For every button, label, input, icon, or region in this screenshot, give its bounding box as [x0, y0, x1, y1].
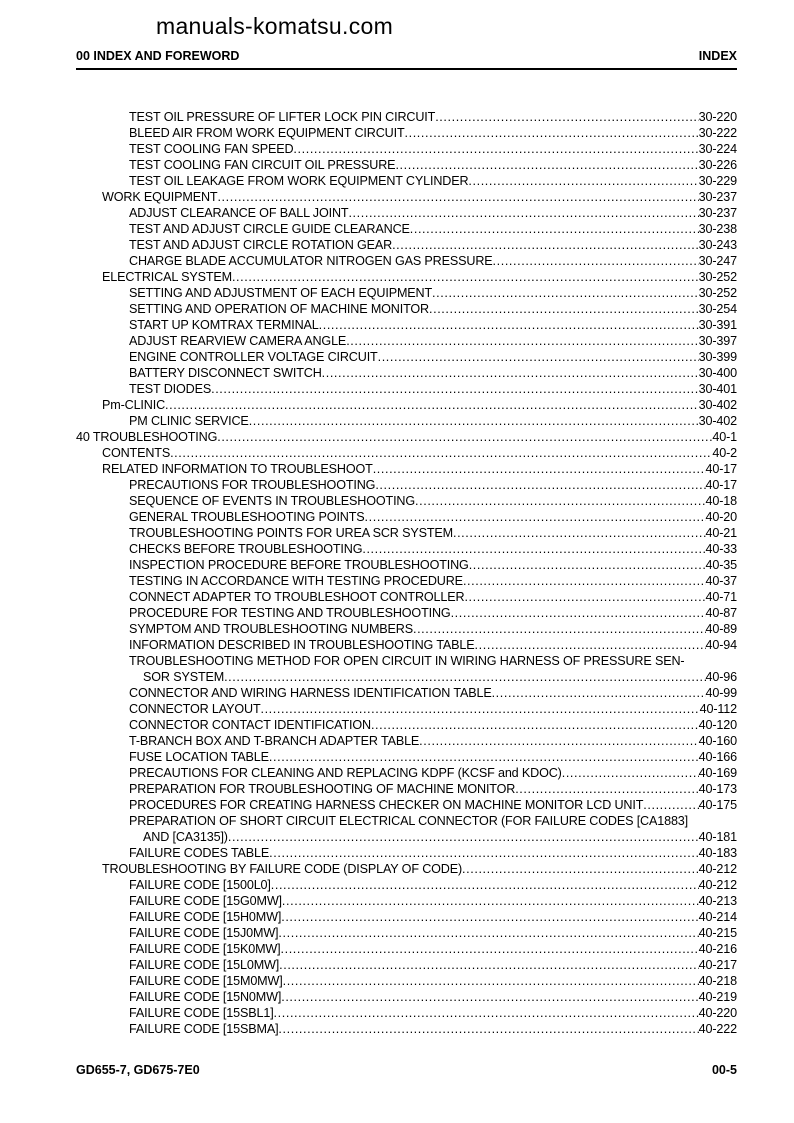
- entry-title: TEST AND ADJUST CIRCLE ROTATION GEAR: [129, 238, 393, 252]
- entry-page: 40-212: [698, 862, 737, 876]
- entry-page: 40-212: [698, 878, 737, 892]
- dot-leader: [432, 285, 699, 301]
- toc-entry[interactable]: [76, 1021, 737, 1037]
- dot-leader: [228, 829, 699, 845]
- dot-leader: [453, 525, 706, 541]
- dot-leader: [462, 861, 699, 877]
- entry-line: [129, 1021, 737, 1037]
- entry-line: [129, 637, 737, 653]
- entry-title: INSPECTION PROCEDURE BEFORE TROUBLESHOOTING: [129, 558, 469, 572]
- toc-entry[interactable]: [76, 173, 737, 189]
- entry-page: 30-237: [698, 206, 737, 220]
- toc-entry[interactable]: [76, 253, 737, 269]
- toc-entry[interactable]: [76, 861, 737, 877]
- dot-leader: [282, 893, 699, 909]
- dot-leader: [413, 621, 706, 637]
- entry-line: [129, 685, 737, 701]
- toc-entry[interactable]: [76, 301, 737, 317]
- entry-page: 30-247: [698, 254, 737, 268]
- entry-page: 40-33: [705, 542, 737, 556]
- toc-entry[interactable]: [76, 957, 737, 973]
- entry-title: FAILURE CODE [15K0MW]: [129, 942, 281, 956]
- entry-title: TEST AND ADJUST CIRCLE GUIDE CLEARANCE: [129, 222, 410, 236]
- toc-entry[interactable]: [76, 397, 737, 413]
- entry-line: [129, 349, 737, 365]
- entry-page: 40-166: [698, 750, 737, 764]
- entry-page: 30-252: [698, 286, 737, 300]
- dot-leader: [562, 765, 699, 781]
- entry-page: 40-175: [698, 798, 737, 812]
- entry-title: SETTING AND ADJUSTMENT OF EACH EQUIPMENT: [129, 286, 433, 300]
- entry-line: [129, 797, 737, 813]
- toc-entry[interactable]: [76, 557, 737, 573]
- toc-entry[interactable]: [76, 765, 737, 781]
- entry-page: 40-37: [705, 574, 737, 588]
- entry-title: ADJUST REARVIEW CAMERA ANGLE: [129, 334, 347, 348]
- entry-page: 40-213: [698, 894, 737, 908]
- entry-page: 40-173: [698, 782, 737, 796]
- entry-page: 40-96: [705, 670, 737, 684]
- entry-page: 40-215: [698, 926, 737, 940]
- entry-title: FAILURE CODE [15SBMA]: [129, 1022, 279, 1036]
- entry-title: FAILURE CODE [1500L0]: [129, 878, 271, 892]
- dot-leader: [468, 173, 698, 189]
- entry-title: CHARGE BLADE ACCUMULATOR NITROGEN GAS PRESSURE: [129, 254, 493, 268]
- entry-line: [129, 925, 737, 941]
- entry-page: 40-222: [698, 1022, 737, 1036]
- entry-page: 30-402: [698, 398, 737, 412]
- dot-leader: [279, 957, 699, 973]
- entry-title: SETTING AND OPERATION OF MACHINE MONITOR: [129, 302, 430, 316]
- dot-leader: [348, 205, 698, 221]
- toc-entry[interactable]: [76, 541, 737, 557]
- entry-title: TROUBLESHOOTING BY FAILURE CODE (DISPLAY OF CODE): [102, 862, 463, 876]
- entry-line: [102, 397, 737, 413]
- entry-title: FAILURE CODE [15SBL1]: [129, 1006, 274, 1020]
- entry-line: [129, 205, 737, 221]
- entry-title: Pm-CLINIC: [102, 398, 166, 412]
- dot-leader: [293, 141, 698, 157]
- toc-entry[interactable]: [76, 493, 737, 509]
- entry-title: TEST OIL PRESSURE OF LIFTER LOCK PIN CIRCUIT: [129, 110, 436, 124]
- toc-entry[interactable]: [76, 925, 737, 941]
- entry-page: 30-226: [698, 158, 737, 172]
- entry-title: TEST OIL LEAKAGE FROM WORK EQUIPMENT CYLINDER: [129, 174, 469, 188]
- entry-line: [129, 125, 737, 141]
- dot-leader: [211, 381, 699, 397]
- toc-entry[interactable]: [76, 109, 737, 125]
- entry-title: ENGINE CONTROLLER VOLTAGE CIRCUIT: [129, 350, 378, 364]
- toc-entry[interactable]: [76, 637, 737, 653]
- entry-title: PRECAUTIONS FOR CLEANING AND REPLACING KDPF (KCSF and KDOC): [129, 766, 562, 780]
- dot-leader: [378, 349, 699, 365]
- entry-title: CONNECTOR LAYOUT: [129, 702, 261, 716]
- toc-entry[interactable]: [76, 157, 737, 173]
- dot-leader: [643, 797, 698, 813]
- entry-page: 30-220: [698, 110, 737, 124]
- entry-title: RELATED INFORMATION TO TROUBLESHOOT: [102, 462, 373, 476]
- entry-page: 30-252: [698, 270, 737, 284]
- dot-leader: [415, 493, 706, 509]
- toc-entry[interactable]: [76, 221, 737, 237]
- entry-line: [129, 989, 737, 1005]
- entry-title: INFORMATION DESCRIBED IN TROUBLESHOOTING TABLE: [129, 638, 475, 652]
- entry-title: FAILURE CODE [15L0MW]: [129, 958, 280, 972]
- entry-title: 40 TROUBLESHOOTING: [76, 430, 218, 444]
- entry-title: TROUBLESHOOTING POINTS FOR UREA SCR SYSTEM: [129, 526, 453, 540]
- dot-leader: [232, 269, 699, 285]
- entry-line: [129, 221, 737, 237]
- dot-leader: [373, 461, 706, 477]
- entry-title: ADJUST CLEARANCE OF BALL JOINT: [129, 206, 349, 220]
- entry-line: [129, 109, 737, 125]
- toc-entry[interactable]: [76, 413, 737, 429]
- dot-leader: [492, 685, 706, 701]
- dot-leader: [515, 781, 698, 797]
- entry-title: START UP KOMTRAX TERMINAL: [129, 318, 319, 332]
- page-header: [76, 48, 737, 70]
- entry-line: [129, 941, 737, 957]
- dot-leader: [371, 717, 699, 733]
- dot-leader: [395, 157, 698, 173]
- entry-line: [129, 253, 737, 269]
- dot-leader: [249, 413, 699, 429]
- dot-leader: [419, 733, 699, 749]
- dot-leader: [429, 301, 699, 317]
- entry-title: TEST COOLING FAN CIRCUIT OIL PRESSURE: [129, 158, 396, 172]
- toc-entry[interactable]: [76, 317, 737, 333]
- entry-title: PRECAUTIONS FOR TROUBLESHOOTING: [129, 478, 376, 492]
- dot-leader: [410, 221, 699, 237]
- entry-line: [129, 813, 737, 829]
- entry-title-continued: SOR SYSTEM: [143, 670, 225, 684]
- entry-title: CONNECTOR AND WIRING HARNESS IDENTIFICATION TABLE: [129, 686, 492, 700]
- toc-entry[interactable]: [76, 237, 737, 253]
- entry-line: [102, 861, 737, 877]
- dot-leader: [435, 109, 698, 125]
- entry-page: 40-20: [705, 510, 737, 524]
- toc-entry[interactable]: [76, 621, 737, 637]
- entry-page: 40-94: [705, 638, 737, 652]
- entry-line: [129, 557, 737, 573]
- toc-entry[interactable]: [76, 509, 737, 525]
- entry-line: [129, 877, 737, 893]
- dot-leader: [281, 941, 699, 957]
- entry-title: FAILURE CODE [15N0MW]: [129, 990, 282, 1004]
- dot-leader: [463, 573, 706, 589]
- toc-entry[interactable]: [76, 1005, 737, 1021]
- dot-leader: [365, 509, 706, 525]
- entry-title: FAILURE CODES TABLE: [129, 846, 270, 860]
- toc-entry[interactable]: [76, 333, 737, 349]
- entry-line: [129, 317, 737, 333]
- dot-leader: [281, 989, 698, 1005]
- dot-leader: [464, 589, 705, 605]
- entry-line: [129, 237, 737, 253]
- entry-page: 40-21: [705, 526, 737, 540]
- entry-page: 40-17: [705, 478, 737, 492]
- entry-title: FUSE LOCATION TABLE: [129, 750, 269, 764]
- entry-line: [76, 429, 737, 445]
- entry-title: TROUBLESHOOTING METHOD FOR OPEN CIRCUIT IN WIRING HARNESS OF PRESSURE SEN-: [129, 654, 685, 668]
- entry-page: 40-120: [698, 718, 737, 732]
- entry-line: [129, 509, 737, 525]
- entry-line: [129, 573, 737, 589]
- watermark: manuals-komatsu.com: [156, 13, 394, 39]
- entry-page: 40-216: [698, 942, 737, 956]
- dot-leader: [260, 701, 699, 717]
- toc-entry[interactable]: [76, 797, 737, 813]
- toc-entry[interactable]: [76, 445, 737, 461]
- entry-page: 30-254: [698, 302, 737, 316]
- entry-page: 30-391: [698, 318, 737, 332]
- entry-line: [102, 189, 737, 205]
- entry-title: FAILURE CODE [15G0MW]: [129, 894, 282, 908]
- toc-entry[interactable]: [76, 125, 737, 141]
- dot-leader: [451, 605, 706, 621]
- entry-line: [129, 765, 737, 781]
- toc-entry[interactable]: [76, 973, 737, 989]
- toc-entry[interactable]: [76, 589, 737, 605]
- toc-entry[interactable]: [76, 893, 737, 909]
- entry-line: [129, 973, 737, 989]
- entry-page: 40-218: [698, 974, 737, 988]
- section-title: 00 INDEX AND FOREWORD: [76, 49, 240, 63]
- model-number: GD655-7, GD675-7E0: [76, 1063, 200, 1077]
- dot-leader: [271, 877, 699, 893]
- toc-entry[interactable]: [76, 749, 737, 765]
- toc-entry[interactable]: [76, 189, 737, 205]
- entry-line: [129, 829, 737, 845]
- entry-title: PREPARATION OF SHORT CIRCUIT ELECTRICAL CONNECTOR (FOR FAILURE CODES [CA1883]: [129, 814, 689, 828]
- entry-title: SYMPTOM AND TROUBLESHOOTING NUMBERS: [129, 622, 413, 636]
- entry-line: [129, 381, 737, 397]
- entry-line: [129, 845, 737, 861]
- toc-entry[interactable]: [76, 525, 737, 541]
- entry-line: [129, 285, 737, 301]
- dot-leader: [217, 189, 698, 205]
- entry-line: [129, 893, 737, 909]
- toc-entry[interactable]: [76, 653, 737, 685]
- toc-entry[interactable]: [76, 941, 737, 957]
- dot-leader: [319, 317, 699, 333]
- entry-line: [129, 525, 737, 541]
- dot-leader: [269, 845, 699, 861]
- entry-page: 30-229: [698, 174, 737, 188]
- toc-entry[interactable]: [76, 877, 737, 893]
- entry-title: T-BRANCH BOX AND T-BRANCH ADAPTER TABLE: [129, 734, 420, 748]
- entry-page: 40-17: [705, 462, 737, 476]
- entry-line: [102, 461, 737, 477]
- entry-line: [129, 157, 737, 173]
- entry-line: [129, 749, 737, 765]
- entry-title: PM CLINIC SERVICE: [129, 414, 249, 428]
- entry-line: [129, 909, 737, 925]
- toc-entry[interactable]: [76, 813, 737, 845]
- toc-entry[interactable]: [76, 477, 737, 493]
- entry-title: WORK EQUIPMENT: [102, 190, 218, 204]
- toc-entry[interactable]: [76, 989, 737, 1005]
- entry-page: 40-217: [698, 958, 737, 972]
- entry-page: 40-183: [698, 846, 737, 860]
- dot-leader: [469, 557, 706, 573]
- toc-entry[interactable]: [76, 461, 737, 477]
- entry-page: 30-399: [698, 350, 737, 364]
- entry-line: [129, 621, 737, 637]
- dot-leader: [362, 541, 705, 557]
- entry-page: 30-238: [698, 222, 737, 236]
- entry-page: 30-402: [698, 414, 737, 428]
- toc-entry[interactable]: [76, 365, 737, 381]
- dot-leader: [375, 477, 705, 493]
- toc-entry[interactable]: [76, 909, 737, 925]
- entry-page: 40-99: [705, 686, 737, 700]
- entry-line: [129, 605, 737, 621]
- entry-page: 40-89: [705, 622, 737, 636]
- entry-title: CONNECTOR CONTACT IDENTIFICATION: [129, 718, 371, 732]
- entry-title: PREPARATION FOR TROUBLESHOOTING OF MACHINE MONITOR: [129, 782, 516, 796]
- entry-title: TEST DIODES: [129, 382, 212, 396]
- entry-page: 40-112: [699, 702, 737, 716]
- dot-leader: [283, 973, 699, 989]
- entry-title: FAILURE CODE [15H0MW]: [129, 910, 282, 924]
- entry-line: [129, 333, 737, 349]
- entry-line: [129, 541, 737, 557]
- dot-leader: [269, 749, 699, 765]
- dot-leader: [165, 397, 699, 413]
- entry-page: 30-243: [698, 238, 737, 252]
- entry-line: [129, 493, 737, 509]
- entry-line: [129, 477, 737, 493]
- entry-title: CHECKS BEFORE TROUBLESHOOTING: [129, 542, 363, 556]
- entry-page: 40-18: [705, 494, 737, 508]
- dot-leader: [278, 925, 698, 941]
- entry-page: 40-160: [698, 734, 737, 748]
- entry-title: TESTING IN ACCORDANCE WITH TESTING PROCEDURE: [129, 574, 463, 588]
- entry-page: 40-1: [712, 430, 737, 444]
- entry-page: 40-169: [698, 766, 737, 780]
- entry-line: [129, 413, 737, 429]
- toc-entry[interactable]: [76, 733, 737, 749]
- toc-entry[interactable]: [76, 605, 737, 621]
- entry-line: [129, 653, 737, 669]
- entry-page: 40-219: [698, 990, 737, 1004]
- toc-entry[interactable]: [76, 573, 737, 589]
- dot-leader: [322, 365, 699, 381]
- toc-entry[interactable]: [76, 685, 737, 701]
- entry-page: 30-397: [698, 334, 737, 348]
- entry-line: [129, 589, 737, 605]
- entry-line: [129, 669, 737, 685]
- dot-leader: [493, 253, 699, 269]
- toc-entry[interactable]: [76, 781, 737, 797]
- entry-page: 30-222: [698, 126, 737, 140]
- entry-page: 30-224: [698, 142, 737, 156]
- dot-leader: [405, 125, 699, 141]
- dot-leader: [217, 429, 712, 445]
- entry-title: FAILURE CODE [15M0MW]: [129, 974, 283, 988]
- entry-page: 30-400: [698, 366, 737, 380]
- toc-entry[interactable]: [76, 701, 737, 717]
- entry-line: [129, 365, 737, 381]
- dot-leader: [274, 1005, 699, 1021]
- toc-entry[interactable]: [76, 141, 737, 157]
- entry-line: [129, 781, 737, 797]
- entry-line: [129, 701, 737, 717]
- entry-title: BATTERY DISCONNECT SWITCH: [129, 366, 322, 380]
- entry-line: [129, 301, 737, 317]
- dot-leader: [346, 333, 698, 349]
- toc-entry[interactable]: [76, 717, 737, 733]
- entry-page: 40-87: [705, 606, 737, 620]
- entry-line: [102, 445, 737, 461]
- entry-page: 40-220: [698, 1006, 737, 1020]
- header-index-label: INDEX: [698, 49, 737, 63]
- dot-leader: [475, 637, 706, 653]
- dot-leader: [281, 909, 698, 925]
- toc-entry[interactable]: [76, 381, 737, 397]
- entry-title-continued: AND [CA3135]): [143, 830, 228, 844]
- dot-leader: [224, 669, 705, 685]
- entry-page: 40-35: [705, 558, 737, 572]
- entry-line: [129, 141, 737, 157]
- entry-title: PROCEDURES FOR CREATING HARNESS CHECKER ON MACHINE MONITOR LCD UNIT: [129, 798, 644, 812]
- dot-leader: [170, 445, 712, 461]
- table-of-contents: [76, 109, 737, 1037]
- toc-entry[interactable]: [76, 269, 737, 285]
- entry-page: 30-401: [698, 382, 737, 396]
- entry-line: [129, 957, 737, 973]
- entry-line: [102, 269, 737, 285]
- entry-title: BLEED AIR FROM WORK EQUIPMENT CIRCUIT: [129, 126, 405, 140]
- toc-entry[interactable]: [76, 285, 737, 301]
- entry-page: 30-237: [698, 190, 737, 204]
- entry-line: [129, 717, 737, 733]
- dot-leader: [278, 1021, 698, 1037]
- dot-leader: [392, 237, 699, 253]
- entry-title: SEQUENCE OF EVENTS IN TROUBLESHOOTING: [129, 494, 416, 508]
- entry-title: TEST COOLING FAN SPEED: [129, 142, 294, 156]
- entry-title: PROCEDURE FOR TESTING AND TROUBLESHOOTING: [129, 606, 451, 620]
- entry-page: 40-181: [698, 830, 737, 844]
- page-footer: [76, 1063, 737, 1077]
- toc-entry[interactable]: [76, 845, 737, 861]
- toc-entry[interactable]: [76, 429, 737, 445]
- toc-entry[interactable]: [76, 349, 737, 365]
- page-number: 00-5: [711, 1063, 737, 1077]
- entry-page: 40-214: [698, 910, 737, 924]
- entry-title: ELECTRICAL SYSTEM: [102, 270, 232, 284]
- entry-title: CONNECT ADAPTER TO TROUBLESHOOT CONTROLLER: [129, 590, 465, 604]
- entry-line: [129, 173, 737, 189]
- entry-page: 40-2: [712, 446, 737, 460]
- toc-entry[interactable]: [76, 205, 737, 221]
- entry-title: CONTENTS: [102, 446, 171, 460]
- entry-title: GENERAL TROUBLESHOOTING POINTS: [129, 510, 365, 524]
- entry-title: FAILURE CODE [15J0MW]: [129, 926, 279, 940]
- entry-line: [129, 1005, 737, 1021]
- entry-page: 40-71: [705, 590, 737, 604]
- entry-line: [129, 733, 737, 749]
